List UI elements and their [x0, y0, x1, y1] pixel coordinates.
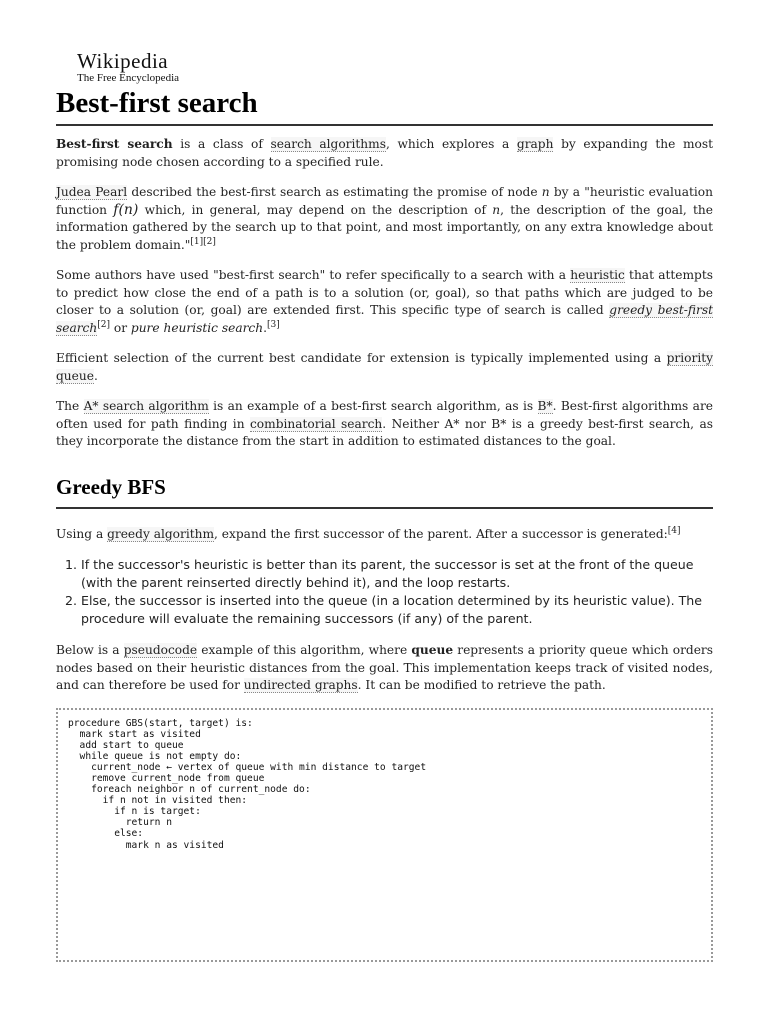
link-pseudocode[interactable]: pseudocode [123, 643, 198, 657]
link-b-star[interactable]: B* [537, 399, 553, 413]
text: by a "heuristic evaluation function [56, 185, 713, 217]
text: Using a [56, 526, 108, 541]
intro-paragraph-3 [56, 267, 713, 337]
wikipedia-logo[interactable] [77, 50, 179, 84]
title-divider [56, 124, 713, 126]
text: Efficient selection of the current best candidate for extension is typically implemented using a [56, 351, 667, 365]
text: described the best-first search as estimating the promise of node [127, 185, 542, 199]
text: is a class of [172, 137, 271, 151]
logo-tagline: The Free Encyclopedia [77, 72, 180, 84]
citation-2[interactable]: [2] [97, 319, 110, 330]
logo-wordmark: Wikipedia [77, 49, 169, 73]
citation-1-2[interactable]: [1][2] [190, 236, 216, 247]
link-priority-queue[interactable]: priority queue [56, 351, 713, 383]
link-undirected-graphs[interactable]: undirected graphs [243, 678, 358, 692]
link-judea-pearl[interactable]: Judea Pearl [56, 185, 128, 199]
text: . [263, 320, 267, 335]
steps-list [56, 556, 713, 628]
term-italic: pure heuristic search [130, 320, 264, 335]
text: The [56, 399, 84, 413]
text: or [109, 320, 131, 335]
pseudocode-block [56, 708, 713, 962]
section-divider [56, 507, 713, 509]
text: Some authors have used "best-first search" to refer specifically to a search with a [56, 268, 571, 282]
text: . It can be modified to retrieve the path. [357, 678, 606, 692]
link-graph[interactable]: graph [516, 137, 554, 151]
text: Below is a [56, 643, 124, 657]
text: example of this algorithm, where [197, 643, 412, 657]
link-combinatorial-search[interactable]: combinatorial search [249, 416, 383, 431]
math-f-of-n: f(n) [113, 201, 139, 218]
link-a-star[interactable]: A* search algorithm [83, 399, 209, 413]
text: that attempts to predict how close the end of a path is to a solution (or, goal), so that paths which are judged to be closer to a solution (or, goal) are extended first. This specific type of search is called [56, 268, 714, 317]
section-heading-greedy-bfs: Greedy BFS [56, 474, 166, 499]
math-var-n: n [541, 185, 550, 199]
link-text: greedy best-first search [56, 303, 713, 335]
citation-4[interactable]: [4] [667, 525, 681, 536]
text: represents a priority queue which orders nodes based on their heuristic distances from the goal. This implementation keeps track of visited nodes, and can therefore be used for [56, 643, 713, 692]
list-item: 2. Else, the successor is inserted into the queue (in a location determined by its heuristic value). The procedure will evaluate the remaining successors (if any) of the parent. [81, 592, 713, 628]
section-paragraph-2 [56, 642, 713, 695]
text: , which explores a [385, 137, 517, 151]
math-var-n: n [492, 202, 501, 217]
text: , expand the first successor of the parent. After a successor is generated: [214, 526, 668, 541]
intro-paragraph-2 [56, 184, 713, 254]
pseudocode-text: procedure GBS(start, target) is: mark start as visited add start to queue while queue is not empty do: current_node ← vertex of queue with min distance to target remove current_node from queue foreach neighbor n of current_node do: if n not in visited then: if n is target: return n else: mark n as visited [68, 717, 427, 851]
intro-paragraph-4 [56, 350, 713, 385]
text: is an example of a best-first search algorithm, as is [208, 399, 538, 413]
link-search-algorithms[interactable]: search algorithms [270, 137, 386, 151]
section-paragraph-1 [56, 526, 713, 544]
intro-paragraph-1 [56, 136, 713, 171]
list-item: 1. If the successor's heuristic is better than its parent, the successor is set at the front of the queue (with the parent reinserted directly behind it), and the loop restarts. [81, 556, 713, 592]
text: . Neither A* nor B* is a greedy best-first search, as they incorporate the distance from the start in addition to estimated distances to the goal. [56, 416, 713, 448]
intro-paragraph-5 [56, 398, 713, 451]
citation-3[interactable]: [3] [266, 319, 280, 330]
text: , the description of the goal, the information gathered by the search up to that point, and most importantly, on any extra knowledge about the problem domain." [56, 202, 713, 252]
link-heuristic[interactable]: heuristic [570, 268, 625, 282]
term-queue: queue [411, 643, 454, 657]
page-title: Best-first search [56, 87, 258, 119]
term-bold: Best-first search [56, 137, 173, 151]
text: . Best-first algorithms are often used for path finding in [56, 399, 713, 431]
link-greedy-algorithm[interactable]: greedy algorithm [107, 526, 215, 541]
text: . [93, 368, 98, 383]
text: by expanding the most promising node chosen according to a specified rule. [56, 137, 714, 169]
text: which, in general, may depend on the description of [138, 202, 493, 217]
article-body [56, 136, 713, 962]
